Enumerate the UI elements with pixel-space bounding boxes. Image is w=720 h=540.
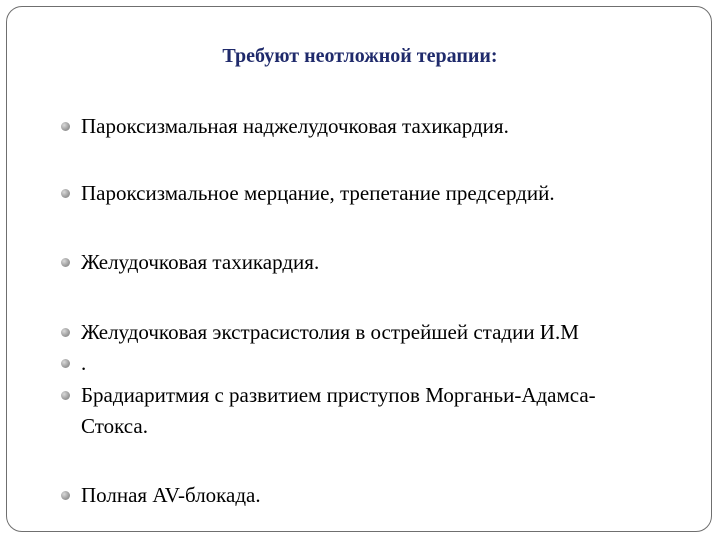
list-item-text: Желудочковая экстрасистолия в острейшей стадии И.М bbox=[81, 320, 579, 344]
list-item-text: Желудочковая тахикардия. bbox=[81, 250, 320, 274]
list-item bbox=[61, 480, 681, 511]
list-item-text: . bbox=[81, 351, 87, 375]
list-item bbox=[61, 111, 681, 142]
bullet-dot-icon bbox=[61, 328, 70, 337]
list-item-text: Полная AV-блокада. bbox=[81, 483, 261, 507]
bullet-dot-icon bbox=[61, 258, 70, 267]
bullet-dot-icon bbox=[61, 359, 70, 368]
bullet-dot-icon bbox=[61, 122, 70, 131]
list-item bbox=[61, 247, 681, 278]
list-item bbox=[61, 178, 681, 209]
slide-frame bbox=[6, 6, 712, 532]
list-item bbox=[61, 317, 681, 348]
list-item bbox=[61, 348, 681, 379]
slide-title: Требуют неотложной терапии: bbox=[222, 45, 498, 67]
bullet-dot-icon bbox=[61, 491, 70, 500]
list-item-text: Пароксизмальное мерцание, трепетание предсердий. bbox=[81, 181, 555, 205]
list-item-text: Пароксизмальная наджелудочковая тахикардия. bbox=[81, 114, 509, 138]
list-item bbox=[61, 380, 601, 442]
list-item-text: Брадиаритмия с развитием приступов Морганьи-Адамса-Стокса. bbox=[81, 383, 596, 438]
bullet-dot-icon bbox=[61, 189, 70, 198]
bullet-dot-icon bbox=[61, 391, 70, 400]
